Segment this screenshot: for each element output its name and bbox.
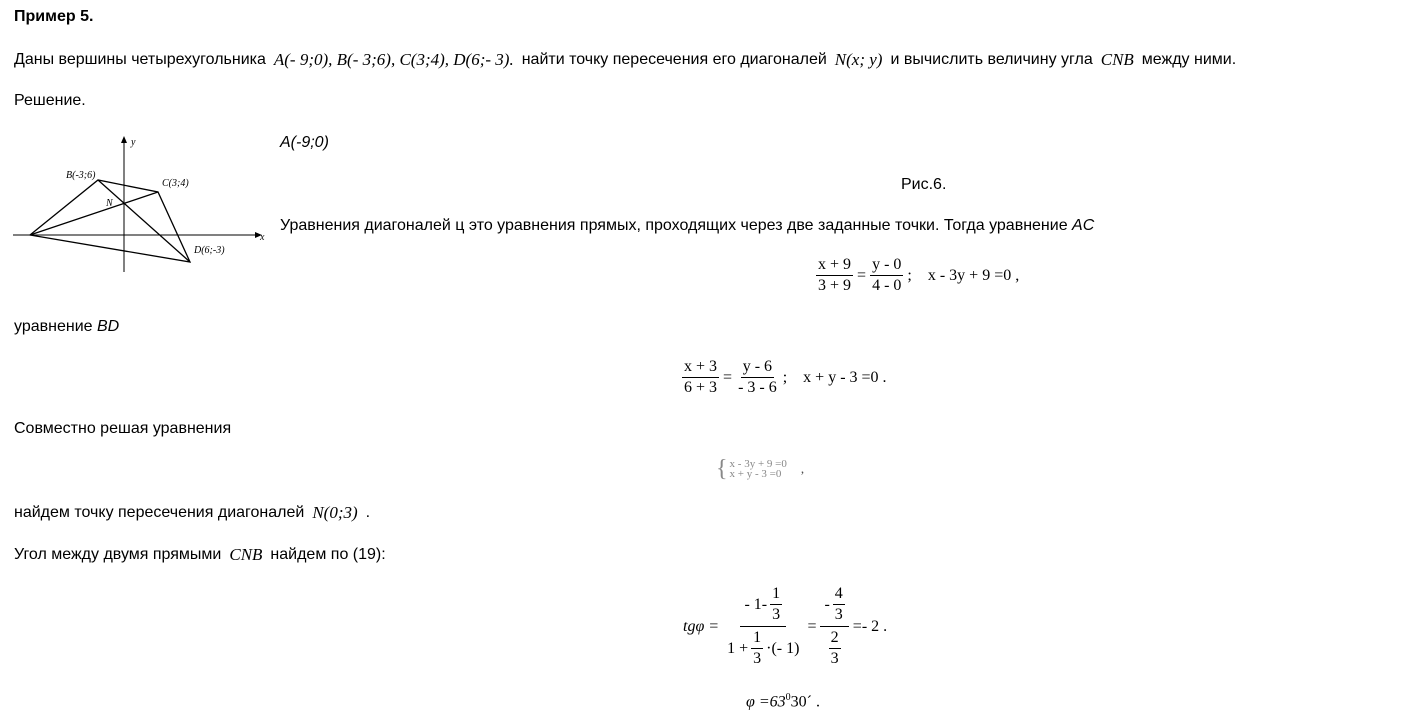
phi-result — [746, 692, 820, 711]
tg-big-den — [723, 627, 803, 668]
tg-small1-den: 3 — [772, 606, 781, 623]
eq-ac-result: x - 3y + 9 =0 , — [927, 266, 1020, 284]
intersection-point: N(0;3) — [312, 503, 358, 522]
phi-minutes: 30´ . — [790, 693, 820, 711]
tg-big-num — [740, 585, 786, 627]
eq-bd-semicolon: ; — [782, 368, 788, 386]
tg-mid-num-prefix: - — [824, 595, 830, 613]
system-line-2: x + y - 3 =0 — [729, 468, 782, 480]
problem-text-3: и вычислить величину угла — [890, 51, 1093, 68]
figure-caption: Рис.6. — [901, 176, 947, 193]
angle-paragraph — [14, 545, 386, 565]
tg-mid-den — [825, 627, 845, 668]
tg-small3-den: 3 — [834, 606, 843, 623]
solution-label: Решение. — [14, 92, 86, 109]
joint-text: Совместно решая уравнения — [14, 420, 232, 437]
tg-small-frac-4 — [829, 629, 841, 668]
eq-bd-equals: = — [723, 368, 733, 386]
bd-name: BD — [96, 318, 120, 335]
eq-bd-num1: x + 3 — [682, 358, 719, 378]
system-brace: { — [716, 456, 728, 482]
y-axis-label: y — [131, 137, 136, 148]
angle-name: CNB — [229, 545, 263, 564]
quadrilateral-outline — [30, 180, 190, 262]
x-axis-label: x — [260, 232, 265, 243]
angle-text-1: Угол между двумя прямыми — [14, 546, 222, 563]
y-axis-arrow — [121, 136, 127, 143]
problem-text-2: найти точку пересечения его диагоналей — [521, 51, 827, 68]
equation-bd — [682, 358, 887, 397]
eq-bd-frac-2 — [736, 358, 779, 397]
point-n-xy: N(x; y) — [834, 50, 883, 69]
label-n: N — [106, 198, 113, 209]
tg-small-frac-3 — [833, 585, 845, 624]
eq-bd-num2: y - 6 — [741, 358, 774, 378]
example-heading: Пример 5. — [14, 8, 94, 25]
bd-label: уравнение — [14, 318, 93, 335]
tg-mid-num — [820, 585, 848, 627]
diagonal-bd — [98, 180, 190, 262]
eq-ac-semicolon: ; — [907, 266, 912, 284]
label-b: B(-3;6) — [66, 170, 96, 181]
problem-statement — [14, 50, 1236, 70]
tg-small2-den: 3 — [753, 650, 762, 667]
diagonal-ac — [30, 192, 158, 235]
phi-text: φ =63 — [746, 693, 786, 711]
tg-result: =- 2 . — [852, 617, 888, 635]
tg-small2-num: 1 — [751, 629, 763, 649]
eq-bd-result: x + y - 3 =0 . — [803, 368, 887, 386]
eq-bd-den2: - 3 - 6 — [738, 379, 777, 396]
label-c: C(3;4) — [162, 178, 189, 189]
phi-degree: 0 — [785, 692, 791, 703]
eq-ac-equals: = — [857, 266, 867, 284]
diagonals-text: Уравнения диагоналей ц это уравнения прямых, проходящих через две заданные точки. Тогда уравнение — [280, 217, 1068, 234]
quadrilateral-figure — [10, 132, 272, 272]
tangent-formula — [683, 585, 887, 668]
diagonals-paragraph — [280, 217, 1094, 235]
tg-equals-2: = — [807, 617, 817, 635]
problem-text-1: Даны вершины четырехугольника — [14, 51, 266, 68]
tg-small4-den: 3 — [830, 650, 839, 667]
tg-big-fraction — [723, 585, 803, 668]
system-line-1: x - 3y + 9 =0 — [729, 458, 787, 470]
problem-text-4: между ними. — [1141, 51, 1237, 68]
eq-ac-den1: 3 + 9 — [818, 277, 852, 294]
equation-system — [716, 458, 804, 480]
tg-lhs: tgφ = — [683, 617, 720, 635]
intersection-paragraph — [14, 503, 370, 523]
angle-text-2: найдем по (19): — [270, 546, 386, 563]
diagonal-ac-name: AC — [1072, 217, 1095, 234]
equation-ac — [816, 256, 1019, 295]
vertices-list: A(- 9;0), B(- 3;6), C(3;4), D(6;- 3). — [273, 50, 514, 69]
eq-ac-num1: x + 9 — [816, 256, 853, 276]
tg-small-frac-2 — [751, 629, 763, 668]
tg-big-den-suffix: ·(- 1) — [766, 639, 800, 657]
system-comma: , — [800, 461, 805, 476]
eq-ac-frac-1 — [816, 256, 853, 295]
eq-bd-den1: 6 + 3 — [684, 379, 718, 396]
intersection-end: . — [365, 504, 371, 521]
tg-small-frac-1 — [770, 585, 782, 624]
eq-ac-den2: 4 - 0 — [872, 277, 902, 294]
point-a-label: A(-9;0) — [280, 134, 329, 151]
eq-bd-frac-1 — [682, 358, 719, 397]
tg-big-den-prefix: 1 + — [727, 639, 749, 657]
system-lines — [730, 459, 787, 479]
tg-small4-num: 2 — [829, 629, 841, 649]
tg-small3-num: 4 — [833, 585, 845, 605]
eq-ac-num2: y - 0 — [870, 256, 903, 276]
angle-cnb: CNB — [1100, 50, 1134, 69]
label-d: D(6;-3) — [194, 245, 225, 256]
eq-ac-frac-2 — [870, 256, 903, 295]
bd-paragraph — [14, 318, 119, 336]
tg-mid-fraction — [820, 585, 848, 668]
intersection-text: найдем точку пересечения диагоналей — [14, 504, 305, 521]
tg-big-num-prefix: - 1- — [744, 595, 768, 613]
tg-small1-num: 1 — [770, 585, 782, 605]
